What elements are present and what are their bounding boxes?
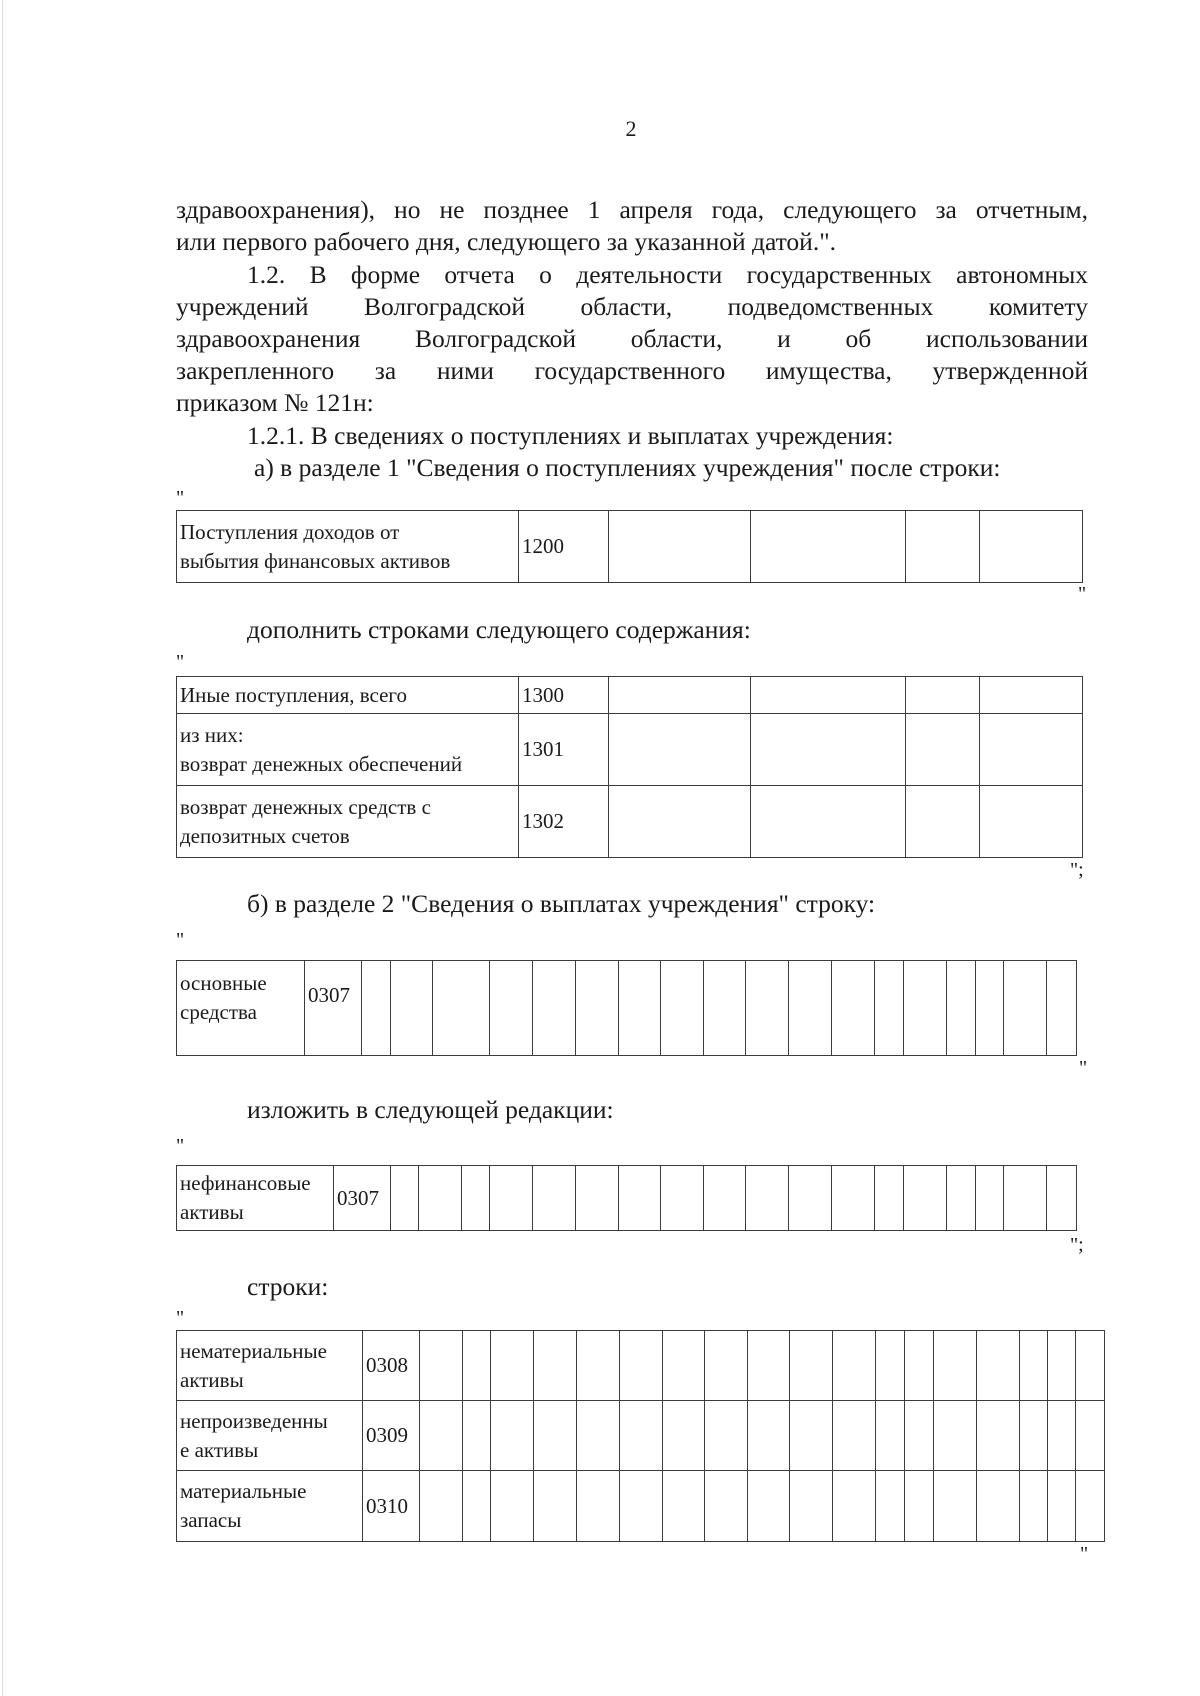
empty-cell [905, 1471, 934, 1542]
quote-close-5: " [1080, 1543, 1089, 1565]
table-row [177, 1471, 1105, 1542]
empty-cell [433, 961, 490, 1056]
empty-cell [934, 1471, 977, 1542]
empty-cell [875, 1166, 904, 1231]
empty-cell [980, 714, 1083, 786]
empty-cell [705, 1401, 748, 1471]
empty-cell [876, 1401, 905, 1471]
table-3 [176, 960, 1077, 1056]
clause-1-2-line-2: учреждений Волгоградской области, подведомственных комитету [176, 292, 1088, 321]
quote-open-3: " [176, 929, 185, 951]
empty-cell [976, 961, 1004, 1056]
empty-cell [419, 1166, 462, 1231]
row-code: 1301 [519, 714, 609, 786]
page-number: 2 [625, 116, 637, 141]
empty-cell [1048, 1331, 1076, 1401]
empty-cell [906, 714, 980, 786]
quote-close-1: " [1078, 583, 1087, 605]
empty-cell [1020, 1401, 1048, 1471]
empty-cell [905, 1401, 934, 1471]
intro-line-2: или первого рабочего дня, следующего за указанной датой.". [176, 227, 836, 256]
empty-cell [1076, 1401, 1105, 1471]
empty-cell [420, 1471, 463, 1542]
row-code: 0308 [363, 1331, 420, 1401]
row-label: Иные поступления, всего [177, 677, 519, 714]
table-row [177, 714, 1083, 786]
empty-cell [906, 786, 980, 858]
row-code: 0310 [363, 1471, 420, 1542]
scan-edge [2, 0, 3, 1696]
empty-cell [905, 1331, 934, 1401]
row-code: 1300 [519, 677, 609, 714]
empty-cell [980, 786, 1083, 858]
empty-cell [746, 1166, 789, 1231]
empty-cell [748, 1331, 790, 1401]
empty-cell [833, 1331, 876, 1401]
empty-cell [463, 1471, 491, 1542]
empty-cell [904, 1166, 947, 1231]
row-label: материальные запасы [177, 1471, 363, 1542]
empty-cell [490, 1166, 533, 1231]
empty-cell [947, 961, 976, 1056]
clause-1-2-1: 1.2.1. В сведениях о поступлениях и выплатах учреждения: [247, 421, 894, 450]
table-row [177, 677, 1083, 714]
empty-cell [663, 1401, 705, 1471]
empty-cell [577, 1331, 620, 1401]
empty-cell [619, 1166, 661, 1231]
empty-cell [934, 1401, 977, 1471]
empty-cell [534, 1331, 577, 1401]
table-5 [176, 1330, 1105, 1542]
row-code: 1200 [519, 511, 609, 583]
empty-cell [789, 1166, 832, 1231]
empty-cell [620, 1331, 663, 1401]
empty-cell [977, 1471, 1020, 1542]
empty-cell [462, 1166, 490, 1231]
clause-1-2-line-1: 1.2. В форме отчета о деятельности государственных автономных [247, 260, 1088, 289]
empty-cell [533, 961, 576, 1056]
empty-cell [534, 1471, 577, 1542]
empty-cell [746, 961, 789, 1056]
empty-cell [1048, 1471, 1076, 1542]
empty-cell [980, 677, 1083, 714]
empty-cell [534, 1401, 577, 1471]
empty-cell [609, 714, 751, 786]
clause-1-2-line-4: закрепленного за ними государственного имущества, утвержденной [176, 356, 1088, 385]
empty-cell [1047, 961, 1077, 1056]
quote-open-2: " [176, 651, 185, 673]
empty-cell [1004, 961, 1047, 1056]
quote-close-2: "; [1070, 859, 1084, 881]
table-row [177, 961, 1077, 1056]
empty-cell [1020, 1331, 1048, 1401]
quote-close-3: " [1079, 1057, 1088, 1079]
empty-cell [620, 1471, 663, 1542]
row-label: нематериальные активы [177, 1331, 363, 1401]
empty-cell [420, 1401, 463, 1471]
empty-cell [1076, 1471, 1105, 1542]
table-4 [176, 1165, 1077, 1231]
empty-cell [751, 786, 906, 858]
empty-cell [906, 511, 980, 583]
empty-cell [977, 1401, 1020, 1471]
empty-cell [1004, 1166, 1047, 1231]
empty-cell [704, 961, 746, 1056]
empty-cell [790, 1401, 833, 1471]
empty-cell [362, 961, 391, 1056]
empty-cell [420, 1331, 463, 1401]
clause-a: а) в разделе 1 "Сведения о поступлениях учреждения" после строки: [254, 453, 1001, 482]
row-label: Поступления доходов от выбытия финансовых активов [177, 511, 519, 583]
supplement-text: дополнить строками следующего содержания: [247, 615, 751, 644]
empty-cell [790, 1331, 833, 1401]
quote-open-5: " [176, 1307, 185, 1329]
empty-cell [833, 1401, 876, 1471]
table-1 [176, 510, 1083, 583]
empty-cell [391, 961, 433, 1056]
empty-cell [875, 961, 904, 1056]
empty-cell [609, 511, 751, 583]
row-label: нефинансовые активы [177, 1166, 334, 1231]
row-code: 1302 [519, 786, 609, 858]
empty-cell [832, 961, 875, 1056]
empty-cell [976, 1166, 1004, 1231]
empty-cell [906, 677, 980, 714]
empty-cell [661, 1166, 704, 1231]
table-row [177, 1166, 1077, 1231]
empty-cell [790, 1471, 833, 1542]
empty-cell [576, 961, 619, 1056]
quote-close-4: "; [1070, 1234, 1084, 1256]
empty-cell [980, 511, 1083, 583]
clause-1-2-line-3: здравоохранения Волгоградской области, и об использовании [176, 324, 1088, 353]
empty-cell [751, 677, 906, 714]
empty-cell [1020, 1471, 1048, 1542]
empty-cell [876, 1471, 905, 1542]
clause-b: б) в разделе 2 "Сведения о выплатах учреждения" строку: [247, 889, 876, 918]
restate-text: изложить в следующей редакции: [247, 1095, 614, 1124]
empty-cell [609, 786, 751, 858]
table-row [177, 1331, 1105, 1401]
quote-open-1: " [176, 487, 185, 509]
empty-cell [620, 1401, 663, 1471]
empty-cell [751, 511, 906, 583]
empty-cell [609, 677, 751, 714]
empty-cell [491, 1471, 534, 1542]
empty-cell [576, 1166, 619, 1231]
empty-cell [704, 1166, 746, 1231]
empty-cell [904, 961, 947, 1056]
empty-cell [705, 1471, 748, 1542]
rows-text: строки: [247, 1272, 329, 1301]
empty-cell [977, 1331, 1020, 1401]
row-label: возврат денежных средств с депозитных счетов [177, 786, 519, 858]
empty-cell [833, 1471, 876, 1542]
empty-cell [619, 961, 661, 1056]
empty-cell [490, 961, 533, 1056]
quote-open-4: " [176, 1135, 185, 1157]
row-code: 0309 [363, 1401, 420, 1471]
empty-cell [663, 1331, 705, 1401]
empty-cell [934, 1331, 977, 1401]
clause-1-2-line-5: приказом № 121н: [176, 388, 374, 417]
row-label: непроизведенны е активы [177, 1401, 363, 1471]
row-code: 0307 [334, 1166, 391, 1231]
empty-cell [463, 1401, 491, 1471]
empty-cell [789, 961, 832, 1056]
table-row [177, 511, 1083, 583]
row-code: 0307 [305, 961, 362, 1056]
empty-cell [577, 1471, 620, 1542]
empty-cell [1048, 1401, 1076, 1471]
empty-cell [751, 714, 906, 786]
table-row [177, 1401, 1105, 1471]
table-row [177, 786, 1083, 858]
empty-cell [663, 1471, 705, 1542]
row-label: основные средства [177, 961, 305, 1056]
empty-cell [705, 1331, 748, 1401]
empty-cell [391, 1166, 419, 1231]
empty-cell [491, 1401, 534, 1471]
empty-cell [463, 1331, 491, 1401]
empty-cell [533, 1166, 576, 1231]
empty-cell [1076, 1331, 1105, 1401]
empty-cell [748, 1471, 790, 1542]
empty-cell [947, 1166, 976, 1231]
row-label: из них: возврат денежных обеспечений [177, 714, 519, 786]
empty-cell [1047, 1166, 1077, 1231]
empty-cell [491, 1331, 534, 1401]
intro-line-1: здравоохранения), но не позднее 1 апреля года, следующего за отчетным, [176, 195, 1088, 224]
empty-cell [748, 1401, 790, 1471]
empty-cell [876, 1331, 905, 1401]
empty-cell [832, 1166, 875, 1231]
table-2 [176, 676, 1083, 858]
empty-cell [577, 1401, 620, 1471]
empty-cell [661, 961, 704, 1056]
